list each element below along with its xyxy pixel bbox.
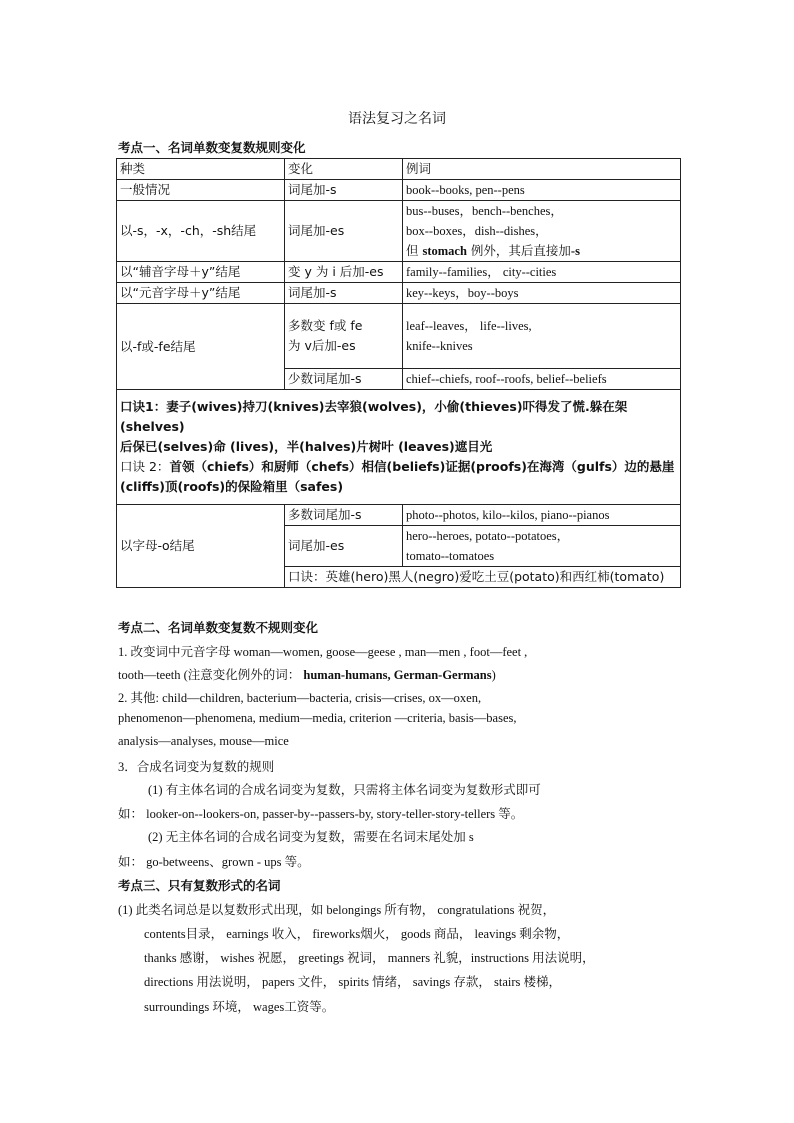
section3-heading: 考点三、只有复数形式的名词: [118, 878, 281, 893]
change-cell: 词尾加-s: [285, 180, 403, 201]
o-mnemonic-cell: 口诀：英雄(hero)黑人(negro)爱吃土豆(potato)和西红柿(tomato): [285, 567, 681, 588]
header-example: 例词: [403, 159, 681, 180]
kind-cell: 以-s，-x，-ch，-sh结尾: [117, 201, 285, 262]
section3-line: surroundings 环境， wages工资等。: [144, 1000, 335, 1014]
section3-line: contents目录， earnings 收入， fireworks烟火， goods 商品， leavings 剩余物，: [144, 927, 570, 941]
change-cell: 多数变 f或 fe 为 v后加-es: [285, 304, 403, 369]
example-cell: hero--heroes, potato--potatoes， tomato--tomatoes: [403, 526, 681, 567]
section2-heading: 考点二、名词单数变复数不规则变化: [118, 620, 319, 635]
change-cell: 少数词尾加-s: [285, 369, 403, 390]
kind-cell: 以“元音字母＋y”结尾: [117, 283, 285, 304]
section2-line: 1. 改变词中元音字母 woman—women, goose—geese , man—men , foot—feet ,: [118, 645, 528, 659]
change-cell: 变 y 为 i 后加-es: [285, 262, 403, 283]
example-cell: bus--buses，bench--benches， box--boxes，dish--dishes， 但 stomach 例外，其后直接加-s: [403, 201, 681, 262]
change-cell: 词尾加-es: [285, 201, 403, 262]
section2-line: analysis—analyses, mouse—mice: [118, 734, 289, 748]
change-cell: 词尾加-es: [285, 526, 403, 567]
example-cell: book--books, pen--pens: [403, 180, 681, 201]
table-row: [117, 505, 681, 526]
change-cell: 词尾加-s: [285, 283, 403, 304]
header-change: 变化: [285, 159, 403, 180]
section2-line: 如： go-betweens、grown - ups 等。: [118, 855, 310, 869]
section3-line: directions 用法说明， papers 文件， spirits 情绪， savings 存款， stairs 楼梯，: [144, 975, 561, 989]
change-cell: 多数词尾加-s: [285, 505, 403, 526]
table-row: [117, 283, 681, 304]
section2-line: phenomenon—phenomena, medium—media, criterion —criteria, basis—bases,: [118, 711, 517, 725]
kind-cell: 以-f或-fe结尾: [117, 304, 285, 390]
section2-line: (1) 有主体名词的合成名词变为复数，只需将主体名词变为复数形式即可: [148, 783, 541, 797]
section3-line: (1) 此类名词总是以复数形式出现，如 belongings 所有物， congratulations 祝贺，: [118, 903, 556, 917]
plural-rules-table: [116, 158, 681, 588]
example-cell: leaf--leaves， life--lives, knife--knives: [403, 304, 681, 369]
section2-line: 如： looker-on--lookers-on, passer-by--passers-by, story-teller-story-tellers 等。: [118, 807, 524, 821]
example-cell: family--families， city--cities: [403, 262, 681, 283]
section2-line: tooth—teeth (注意变化例外的词： human-humans, German-Germans): [118, 668, 496, 682]
header-kind: 种类: [117, 159, 285, 180]
section3-line: thanks 感谢， wishes 祝愿， greetings 祝词， manners 礼貌，instructions 用法说明，: [144, 951, 595, 965]
page-title: 语法复习之名词: [348, 111, 446, 127]
example-cell: chief--chiefs, roof--roofs, belief--beliefs: [403, 369, 681, 390]
table-header-row: [117, 159, 681, 180]
table-row: [117, 180, 681, 201]
section2-line: (2) 无主体名词的合成名词变为复数，需要在名词末尾处加 s: [148, 830, 474, 844]
mnemonic-cell: 口诀1：妻子(wives)持刀(knives)去宰狼(wolves)，小偷(thieves)吓得发了慌.躲在架(shelves) 后保已(selves)命 (lives)，半(halves)片树叶 (leaves)遮目光 口诀 2：首领（chiefs）和厨师（chefs）相信(beliefs)证据(proofs)在海湾（gulfs）边的悬崖 (cliffs)顶(roofs)的保险箱里（safes): [117, 390, 681, 505]
kind-cell: 以字母-o结尾: [117, 505, 285, 588]
table-row: [117, 304, 681, 369]
section2-line: 2. 其他: child—children, bacterium—bacteria, crisis—crises, ox—oxen,: [118, 691, 482, 705]
section2-line: 3．合成名词变为复数的规则: [118, 760, 275, 774]
mnemonic-row: [117, 390, 681, 505]
kind-cell: 以“辅音字母＋y”结尾: [117, 262, 285, 283]
example-cell: photo--photos, kilo--kilos, piano--pianos: [403, 505, 681, 526]
table-row: [117, 201, 681, 262]
table-row: [117, 262, 681, 283]
example-cell: key--keys，boy--boys: [403, 283, 681, 304]
section1-heading: 考点一、名词单数变复数规则变化: [118, 140, 306, 155]
kind-cell: 一般情况: [117, 180, 285, 201]
